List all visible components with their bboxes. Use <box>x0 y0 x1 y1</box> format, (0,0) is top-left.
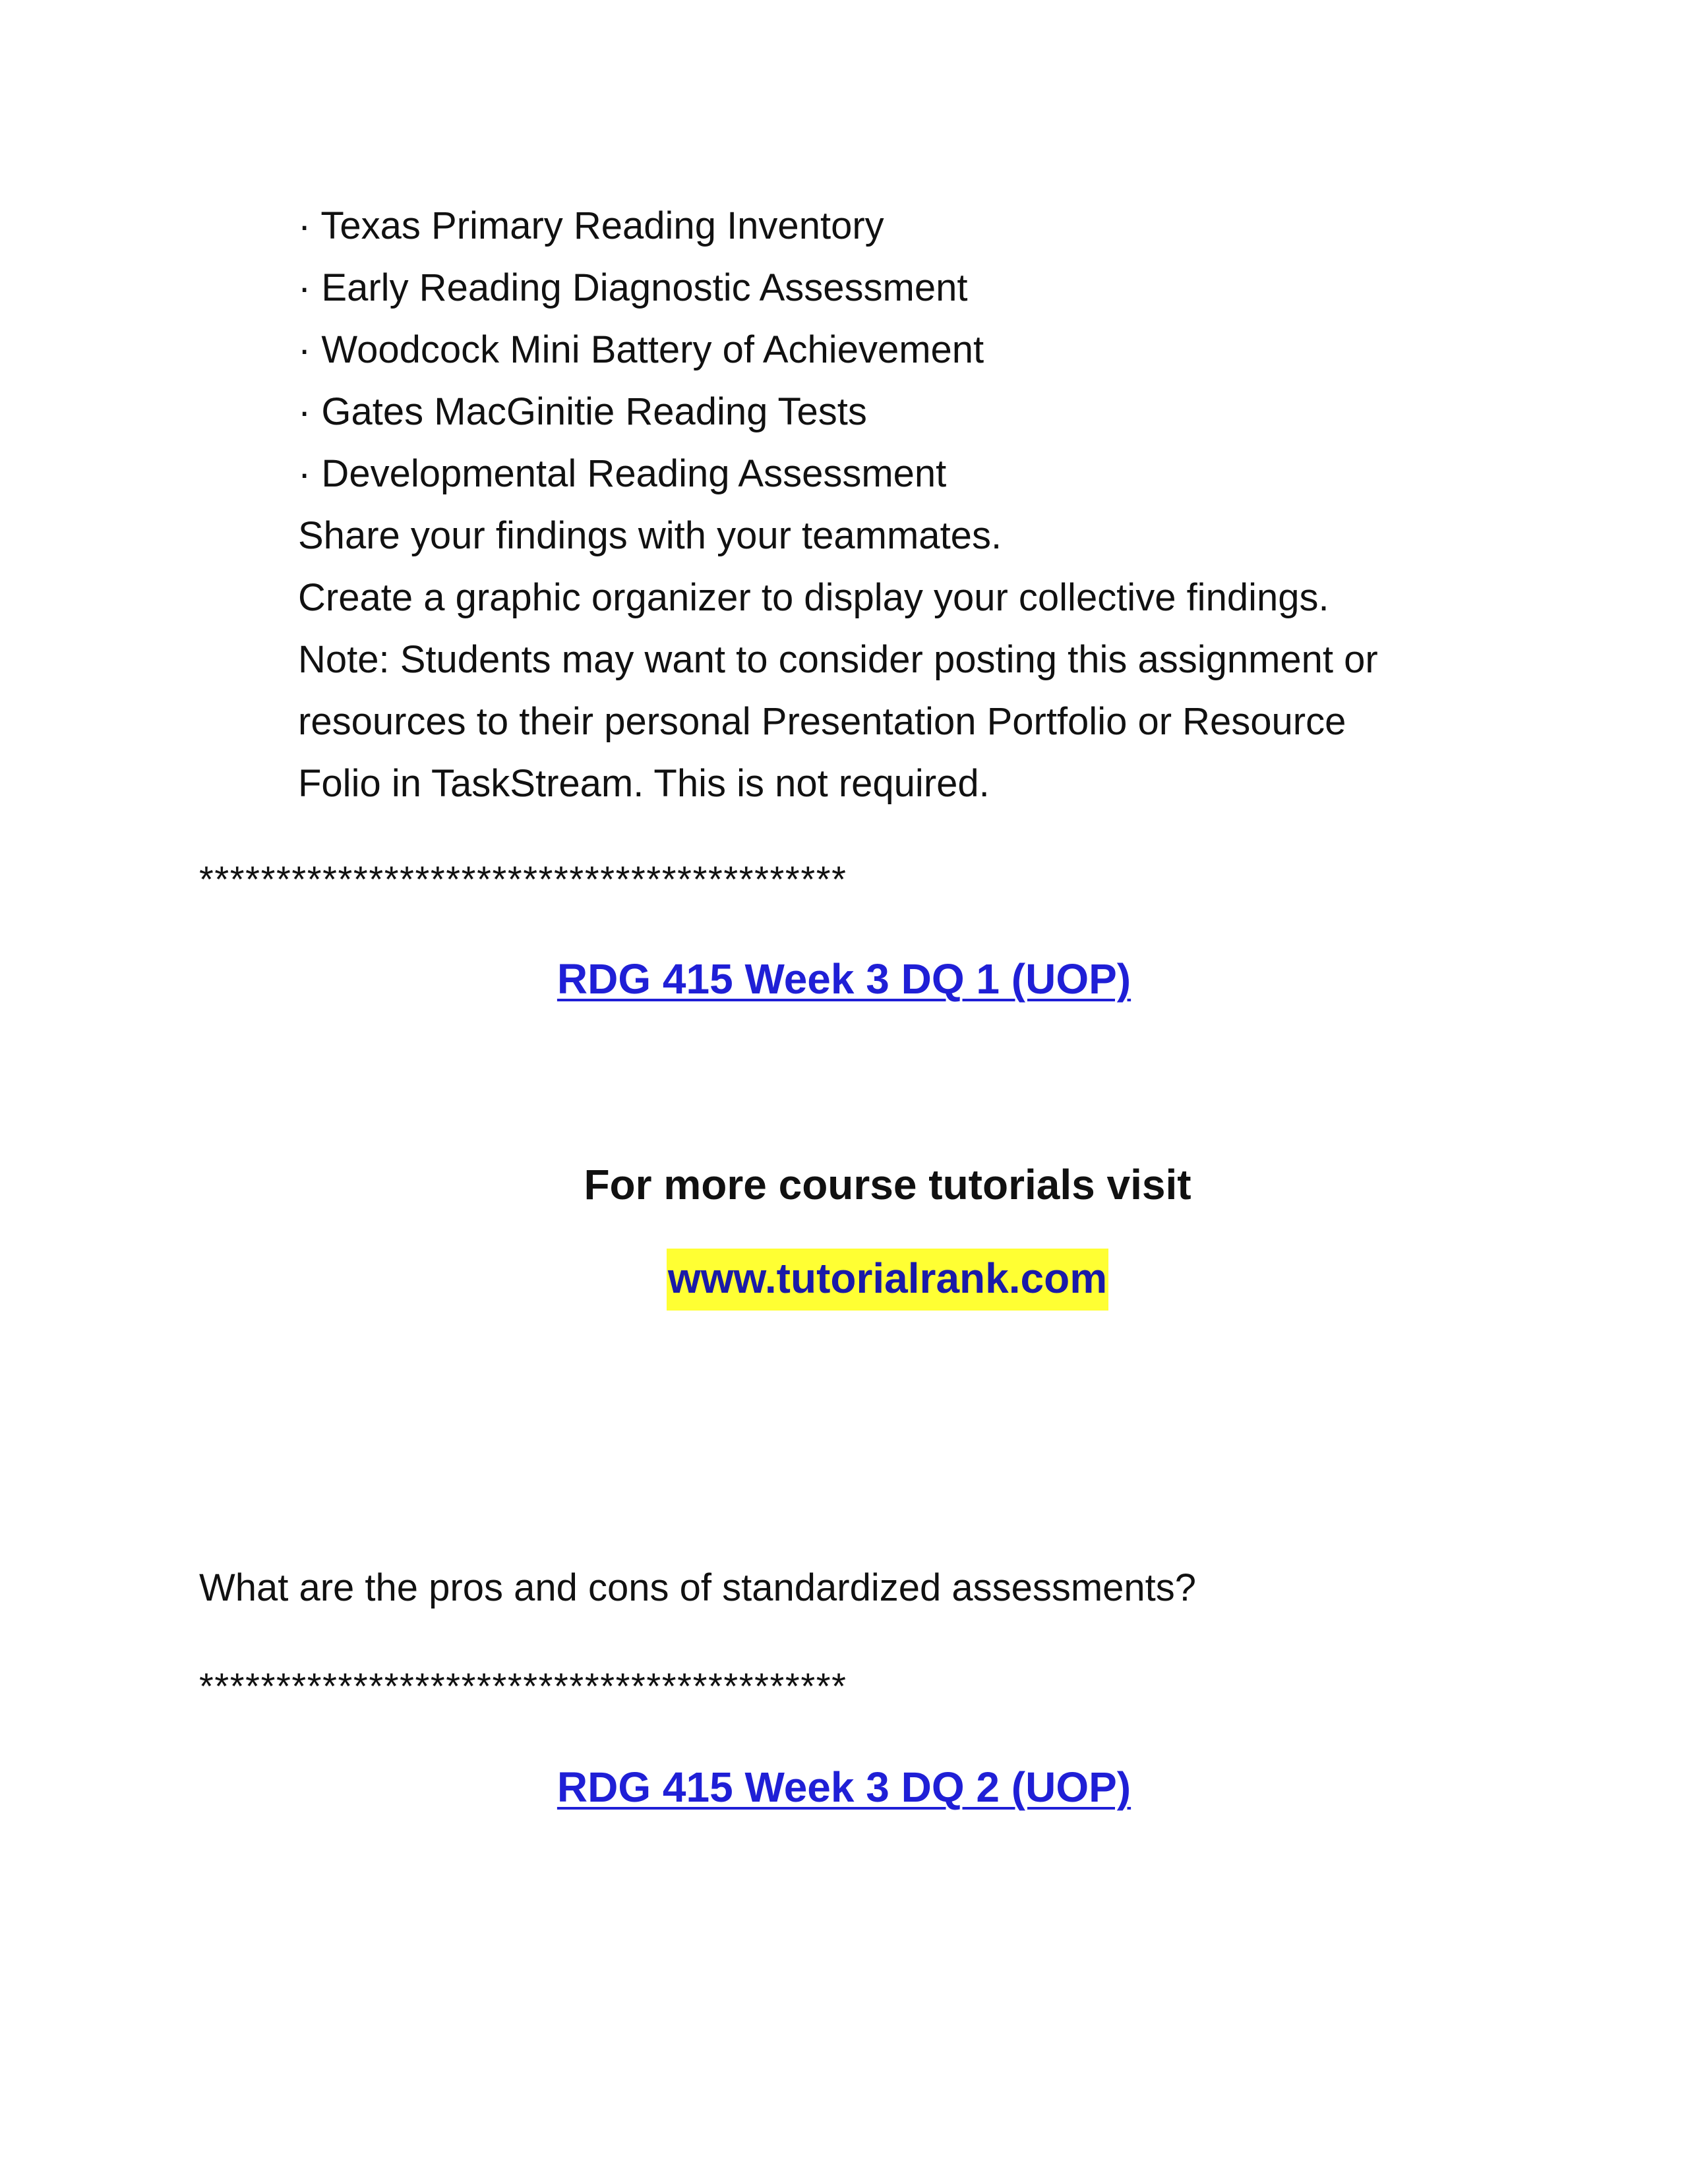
instruction-line: Share your findings with your teammates. <box>298 514 1002 557</box>
list-item: · Gates MacGinitie Reading Tests <box>298 390 867 433</box>
promo-text: For more course tutorials visit <box>584 1161 1191 1208</box>
url-line <box>0 1249 1688 1311</box>
list-item: · Early Reading Diagnostic Assessment <box>298 266 968 309</box>
section2-title-link[interactable]: RDG 415 Week 3 DQ 2 (UOP) <box>557 1763 1131 1811</box>
discussion-question: What are the pros and cons of standardized assessments? <box>199 1566 1197 1609</box>
separator: ****************************************** <box>199 1665 847 1707</box>
instruction-line: resources to their personal Presentation Portfolio or Resource <box>298 700 1346 743</box>
section-heading <box>0 955 1688 1003</box>
list-item: · Woodcock Mini Battery of Achievement <box>298 328 984 371</box>
section-heading <box>0 1763 1688 1812</box>
website-link[interactable]: www.tutorialrank.com <box>667 1249 1108 1311</box>
list-item: · Developmental Reading Assessment <box>298 452 947 495</box>
separator: ****************************************** <box>199 858 847 900</box>
list-item: · Texas Primary Reading Inventory <box>298 204 884 247</box>
instruction-line: Folio in TaskStream. This is not required. <box>298 762 990 805</box>
instruction-line: Create a graphic organizer to display your collective findings. <box>298 576 1329 619</box>
promo-line <box>0 1160 1688 1209</box>
instruction-line: Note: Students may want to consider posting this assignment or <box>298 638 1378 681</box>
section1-title-link[interactable]: RDG 415 Week 3 DQ 1 (UOP) <box>557 955 1131 1003</box>
